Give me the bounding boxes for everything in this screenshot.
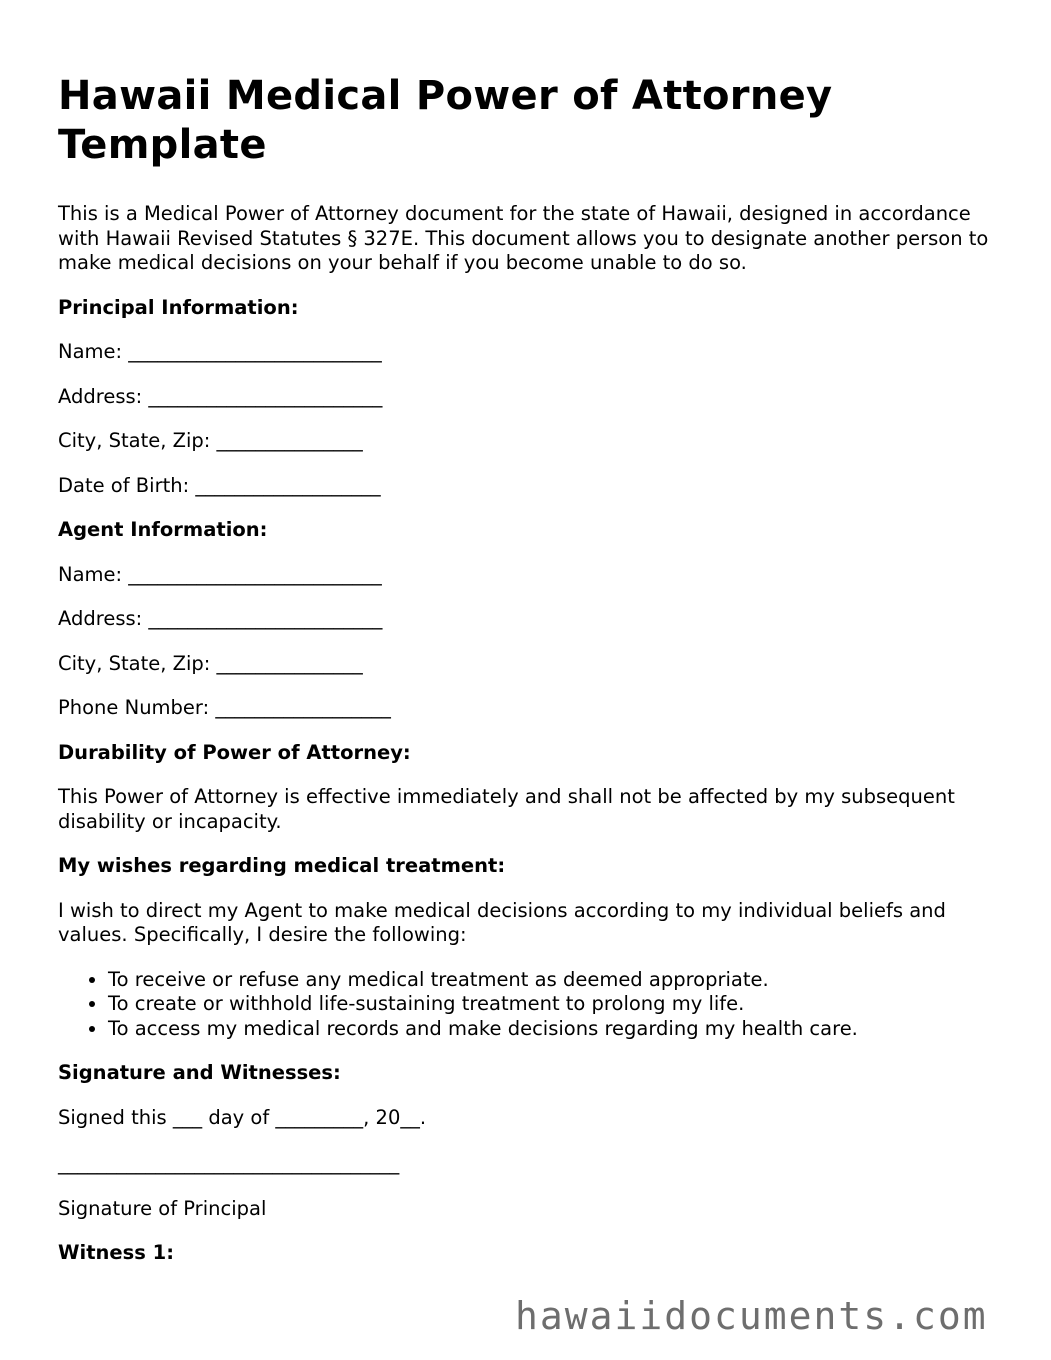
intro-paragraph: This is a Medical Power of Attorney document for the state of Hawaii, designed in accordance with Hawaii Revised Statutes § 327E. This document allows you to designate another person to make medical decisions on your behalf if you become unable to do so.	[58, 202, 989, 274]
agent-name-field: Name: __________________________	[58, 562, 382, 586]
agent-phone-field: Phone Number: __________________	[58, 696, 391, 719]
agent-heading: Agent Information:	[58, 518, 268, 541]
signature-heading: Signature and Witnesses:	[58, 1061, 341, 1084]
watermark: hawaiidocuments.com	[515, 1294, 988, 1338]
agent-city-field: City, State, Zip: _______________	[58, 651, 363, 675]
signature-line: ___________________________________	[58, 1152, 400, 1175]
principal-city-field: City, State, Zip: _______________	[58, 429, 363, 452]
witness-1-heading: Witness 1:	[58, 1241, 174, 1264]
principal-dob-field: Date of Birth: ___________________	[58, 473, 381, 497]
wishes-list	[58, 968, 1008, 1042]
wishes-text: I wish to direct my Agent to make medical decisions according to my individual beliefs and values. Specifically, I desire the following:	[58, 898, 946, 946]
list-item: • To create or withhold life-sustaining treatment to prolong my life.	[108, 992, 1008, 1017]
principal-name-field: Name: __________________________	[58, 340, 382, 363]
list-item: • To receive or refuse any medical treatment as deemed appropriate.	[108, 968, 1008, 993]
document-page	[58, 72, 1008, 1266]
durability-text: This Power of Attorney is effective immediately and shall not be affected by my subsequent disability or incapacity.	[58, 785, 955, 833]
principal-address-field: Address: ________________________	[58, 384, 383, 408]
wishes-heading: My wishes regarding medical treatment:	[58, 854, 506, 877]
list-item: • To access my medical records and make decisions regarding my health care.	[108, 1017, 1008, 1042]
durability-heading: Durability of Power of Attorney:	[58, 740, 411, 764]
agent-address-field: Address: ________________________	[58, 607, 383, 630]
signature-label: Signature of Principal	[58, 1196, 267, 1220]
principal-heading: Principal Information:	[58, 295, 299, 319]
document-title: Hawaii Medical Power of Attorney Template	[58, 73, 833, 168]
signed-date-line: Signed this ___ day of _________, 20__.	[58, 1105, 427, 1129]
